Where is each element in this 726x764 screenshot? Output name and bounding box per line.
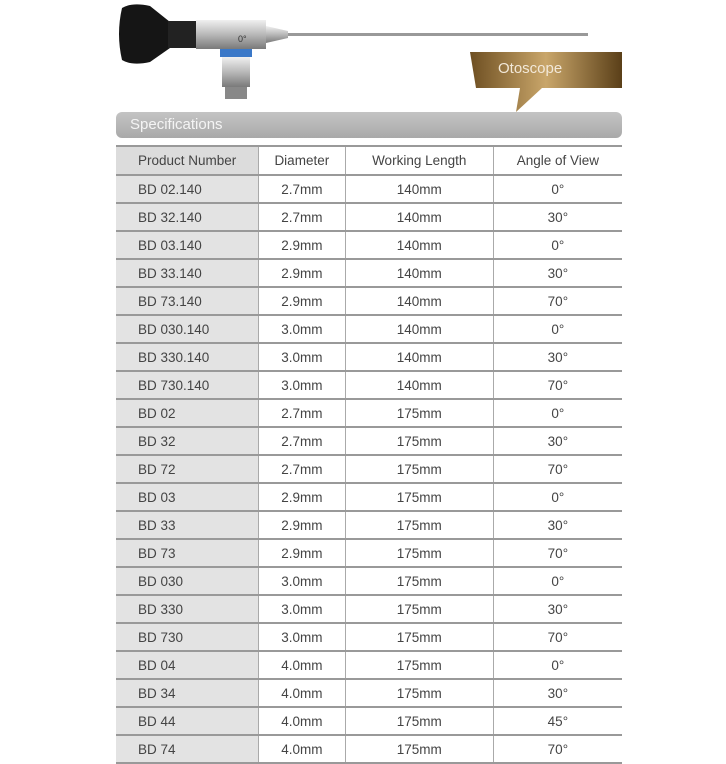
cell-product-number: BD 32 [116,427,259,455]
cell-angle-of-view: 70° [493,371,622,399]
cell-diameter: 2.7mm [259,175,346,203]
cell-working-length: 140mm [345,175,493,203]
cell-product-number: BD 73 [116,539,259,567]
header-working-length: Working Length [345,146,493,175]
cell-working-length: 175mm [345,735,493,763]
table-header-row [116,146,622,175]
specifications-header [116,112,622,138]
cell-working-length: 175mm [345,399,493,427]
cell-working-length: 175mm [345,539,493,567]
cell-product-number: BD 030 [116,567,259,595]
cell-working-length: 140mm [345,231,493,259]
cell-product-number: BD 33 [116,511,259,539]
cell-working-length: 175mm [345,595,493,623]
cell-product-number: BD 330.140 [116,343,259,371]
cell-diameter: 2.9mm [259,259,346,287]
cell-diameter: 4.0mm [259,735,346,763]
cell-working-length: 140mm [345,259,493,287]
header-diameter: Diameter [259,146,346,175]
cell-angle-of-view: 45° [493,707,622,735]
header-angle-of-view: Angle of View [493,146,622,175]
table-row [116,595,622,623]
cell-diameter: 4.0mm [259,707,346,735]
cell-working-length: 175mm [345,427,493,455]
table-row [116,651,622,679]
cell-diameter: 2.9mm [259,287,346,315]
table-row [116,679,622,707]
cell-angle-of-view: 30° [493,259,622,287]
cell-diameter: 3.0mm [259,623,346,651]
cell-angle-of-view: 30° [493,343,622,371]
cell-working-length: 175mm [345,651,493,679]
cell-angle-of-view: 0° [493,175,622,203]
cell-diameter: 2.9mm [259,511,346,539]
specifications-table [116,145,622,764]
cell-working-length: 140mm [345,287,493,315]
table-row [116,287,622,315]
table-row [116,371,622,399]
cell-working-length: 140mm [345,343,493,371]
cell-product-number: BD 32.140 [116,203,259,231]
table-row [116,315,622,343]
section-title: Specifications [130,116,223,133]
cell-angle-of-view: 30° [493,679,622,707]
cell-angle-of-view: 70° [493,455,622,483]
cell-product-number: BD 030.140 [116,315,259,343]
cell-angle-of-view: 70° [493,623,622,651]
cell-diameter: 3.0mm [259,595,346,623]
table-row [116,455,622,483]
cell-working-length: 175mm [345,455,493,483]
cell-angle-of-view: 70° [493,735,622,763]
cell-angle-of-view: 0° [493,399,622,427]
table-row [116,483,622,511]
table-row [116,735,622,763]
banner-label: Otoscope [498,60,563,77]
table-row [116,623,622,651]
cell-angle-of-view: 30° [493,203,622,231]
cell-diameter: 4.0mm [259,651,346,679]
cell-working-length: 140mm [345,371,493,399]
table-row [116,203,622,231]
cell-diameter: 4.0mm [259,679,346,707]
cell-diameter: 2.7mm [259,203,346,231]
cell-diameter: 2.7mm [259,427,346,455]
cell-angle-of-view: 0° [493,315,622,343]
cell-product-number: BD 730 [116,623,259,651]
cell-product-number: BD 730.140 [116,371,259,399]
cell-product-number: BD 02 [116,399,259,427]
table-row [116,427,622,455]
table-row [116,539,622,567]
cell-working-length: 175mm [345,567,493,595]
cell-angle-of-view: 0° [493,651,622,679]
cell-diameter: 3.0mm [259,567,346,595]
cell-diameter: 2.9mm [259,231,346,259]
cell-product-number: BD 72 [116,455,259,483]
table-row [116,343,622,371]
cell-angle-of-view: 70° [493,287,622,315]
cell-product-number: BD 73.140 [116,287,259,315]
table-row [116,567,622,595]
cell-diameter: 2.9mm [259,539,346,567]
cell-working-length: 175mm [345,483,493,511]
cell-product-number: BD 03.140 [116,231,259,259]
cell-product-number: BD 33.140 [116,259,259,287]
cell-diameter: 3.0mm [259,343,346,371]
table-row [116,259,622,287]
cell-product-number: BD 02.140 [116,175,259,203]
cell-working-length: 140mm [345,203,493,231]
cell-diameter: 3.0mm [259,371,346,399]
cell-angle-of-view: 30° [493,511,622,539]
cell-product-number: BD 03 [116,483,259,511]
cell-diameter: 2.7mm [259,455,346,483]
cell-product-number: BD 34 [116,679,259,707]
scope-marking: 0° [238,34,247,44]
cell-product-number: BD 04 [116,651,259,679]
cell-angle-of-view: 30° [493,427,622,455]
cell-working-length: 175mm [345,707,493,735]
cell-diameter: 3.0mm [259,315,346,343]
cell-diameter: 2.7mm [259,399,346,427]
cell-angle-of-view: 70° [493,539,622,567]
header-product-number: Product Number [116,146,259,175]
cell-working-length: 140mm [345,315,493,343]
cell-angle-of-view: 0° [493,567,622,595]
table-row [116,511,622,539]
cell-working-length: 175mm [345,511,493,539]
cell-diameter: 2.9mm [259,483,346,511]
table-row [116,399,622,427]
table-row [116,175,622,203]
cell-angle-of-view: 0° [493,483,622,511]
cell-product-number: BD 44 [116,707,259,735]
cell-angle-of-view: 0° [493,231,622,259]
cell-product-number: BD 330 [116,595,259,623]
cell-angle-of-view: 30° [493,595,622,623]
cell-working-length: 175mm [345,679,493,707]
cell-product-number: BD 74 [116,735,259,763]
cell-working-length: 175mm [345,623,493,651]
table-row [116,707,622,735]
table-row [116,231,622,259]
